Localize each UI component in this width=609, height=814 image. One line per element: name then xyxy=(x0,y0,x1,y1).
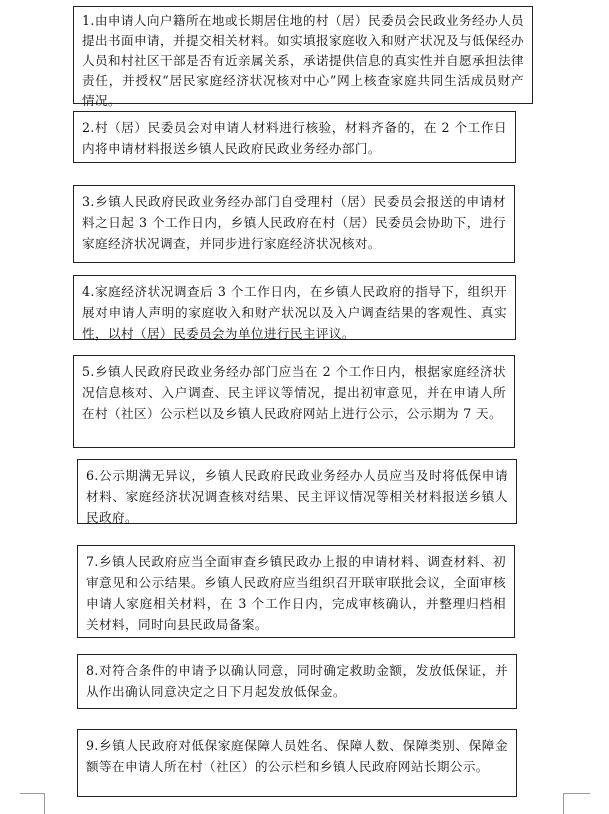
page-corner-mark-right xyxy=(563,793,590,814)
step-9-text: 9.乡镇人民政府对低保家庭保障人员姓名、保障人数、保障类别、保障金额等在申请人所在村（社区）的公示栏和乡镇人民政府网站长期公示。 xyxy=(86,738,508,774)
step-4-text: 4.家庭经济状况调查后 3 个工作日内，在乡镇人民政府的指导下，组织开展对申请人声明的家庭收入和财产状况以及入户调查结果的客观性、真实性，以村（居）民委员会为单位进行民主评议。 xyxy=(82,284,507,341)
step-3-box xyxy=(73,185,515,263)
step-7-text: 7.乡镇人民政府应当全面审查乡镇民政办上报的申请材料、调查材料、初审意见和公示结果。乡镇人民政府应当组织召开联审联批会议，全面审核申请人家庭相关材料，在 3 个工作日内，完成审核确认，并整理归档相关材料，同时向县民政局备案。 xyxy=(86,554,506,632)
step-4-box xyxy=(73,275,516,340)
step-9-box xyxy=(77,729,517,797)
step-2-box xyxy=(73,111,516,163)
step-5-box xyxy=(73,355,515,448)
step-5-text: 5.乡镇人民政府民政业务经办部门应当在 2 个工作日内，根据家庭经济状况信息核对、入户调查、民主评议等情况，提出初审意见，并在申请人所在村（社区）公示栏以及乡镇人民政府网站上进行公示，公示期为 7 天。 xyxy=(82,364,506,421)
step-6-text: 6.公示期满无异议，乡镇人民政府民政业务经办人员应当及时将低保申请材料、家庭经济状况调查核对结果、民主评议情况等相关材料报送乡镇人民政府。 xyxy=(86,468,508,525)
page-corner-mark-left xyxy=(20,793,45,814)
step-1-text: 1.由申请人向户籍所在地或长期居住地的村（居）民委员会民政业务经办人员提出书面申请，并提交相关材料。如实填报家庭收入和财产状况及与低保经办人员和村社区干部是否有近亲属关系，承诺提供信息的真实性并自愿承担法律责任，并授权“居民家庭经济状况核对中心”网上核查家庭共同生活成员财产情况。 xyxy=(82,13,524,108)
step-8-box xyxy=(77,654,517,709)
step-3-text: 3.乡镇人民政府民政业务经办部门自受理村（居）民委员会报送的申请材料之日起 3 个工作日内，乡镇人民政府在村（居）民委员会协助下，进行家庭经济状况调查，并同步进行家庭经济状况核对。 xyxy=(82,194,506,251)
step-1-box xyxy=(73,6,533,108)
step-2-text: 2.村（居）民委员会对申请人材料进行核验，材料齐备的，在 2 个工作日内将申请材料报送乡镇人民政府民政业务经办部门。 xyxy=(82,120,507,156)
step-6-box xyxy=(77,459,517,524)
step-7-box xyxy=(77,545,515,638)
step-8-text: 8.对符合条件的申请予以确认同意，同时确定救助金额，发放低保证，并从作出确认同意决定之日下月起发放低保金。 xyxy=(86,663,508,699)
